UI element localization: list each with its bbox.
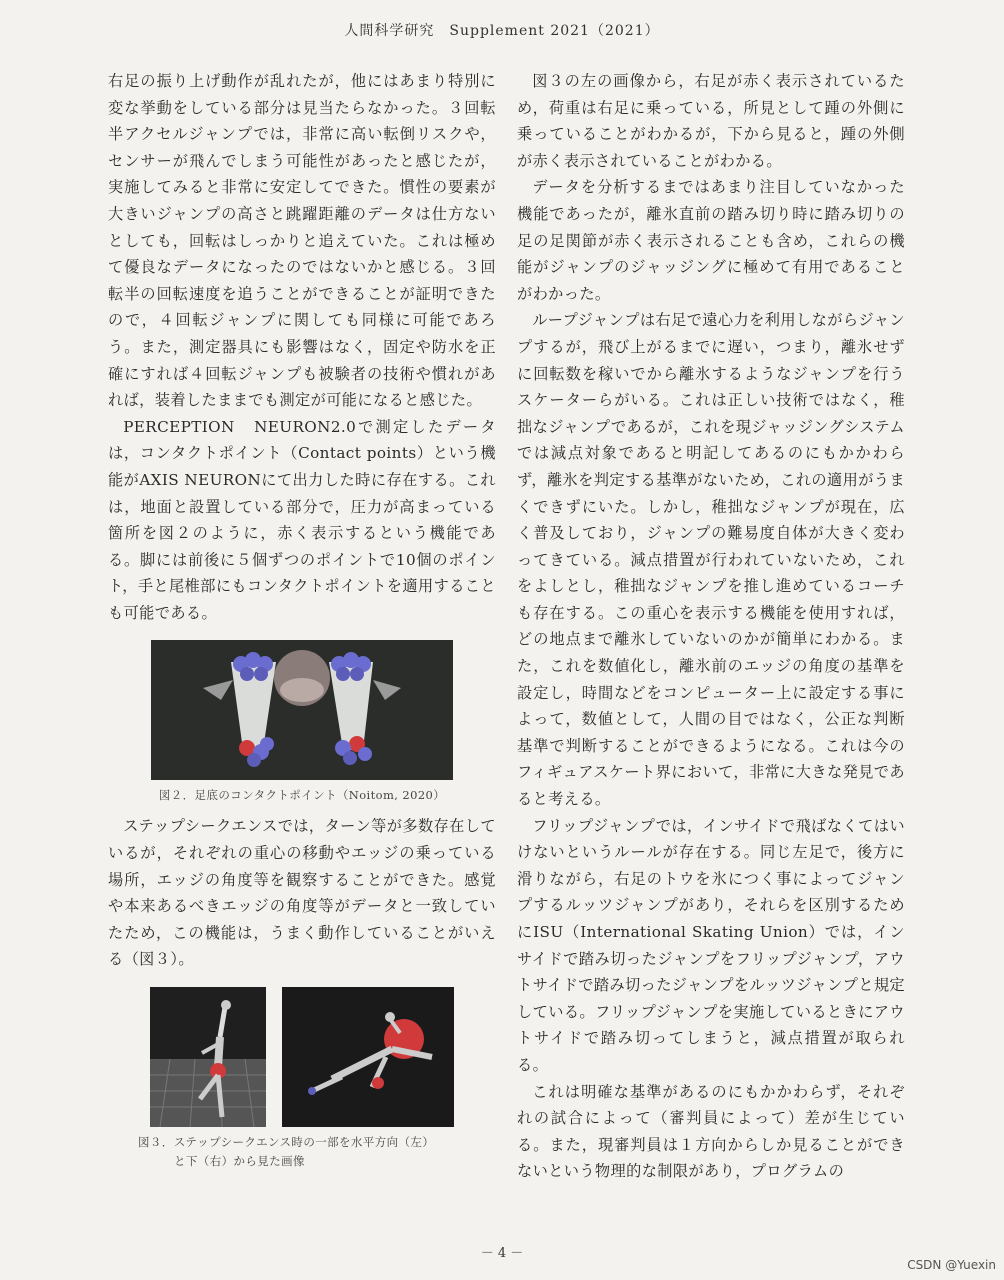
figure-3-caption [108, 1133, 496, 1171]
right-column [517, 68, 905, 1185]
paragraph: これは明確な基準があるのにもかかわらず，それぞれの試合によって（審判員によって）差が生じている。また，現審判員は１方向からしか見ることができないという物理的な制限があり，プログラムの [517, 1082, 905, 1181]
left-column [108, 68, 496, 1179]
paragraph: ステップシークエンスでは，ターン等が多数存在しているが，それぞれの重心の移動やエッジの乗っている場所，エッジの角度等を観察することができた。感覚や本来あるべきエッジの角度等がデータと一致していたため，この機能は，うまく動作していることがいえる（図３）。 [108, 817, 496, 969]
paragraph: 右足の振り上げ動作が乱れたが，他にはあまり特別に変な挙動をしている部分は見当たらなかった。３回転半アクセルジャンプでは，非常に高い転倒リスクや，センサーが飛んでしまう可能性があったと感じたが，実施してみると非常に安定してできた。慣性の要素が大きいジャンプの高さと跳躍距離のデータは仕方ないとしても，回転はしっかりと追えていた。これは極めて優良なデータになったのではないかと感じる。３回転半の回転速度を追うことができることが証明できたので，４回転ジャンプに関しても同様に可能であろう。また，測定器具にも影響はなく，固定や防水を正確にすれば４回転ジャンプも被験者の技術や慣れがあれば，装着したままでも測定が可能になると感じた。 [108, 72, 496, 410]
figure-2-image [151, 640, 453, 780]
watermark: CSDN @Yuexin [907, 1258, 996, 1272]
figure-3-caption-line2: と下（右）から見た画像 [174, 1154, 305, 1169]
paragraph: 図３の左の画像から，右足が赤く表示されているため，荷重は右足に乗っている，所見として踵の外側に乗っていることがわかるが，下から見ると，踵の外側が赤く表示されていることがわかる。 [517, 72, 905, 170]
page-number: － 4 － [480, 1246, 524, 1261]
paragraph: ループジャンプは右足で遠心力を利用しながらジャンプするが，飛び上がるまでに遅い，つまり，離氷せずに回転数を稼いでから離氷するようなジャンプを行うスケーターらがいる。これは正しい技術ではなく，稚拙なジャンプであるが，これを現ジャッジングシステムでは減点対象であると明記してあるのにもかかわらず，離氷を判定する基準がないため，これの適用がうまくできずにいた。しかし，稚拙なジャンプが現在，広く普及しており，ジャンプの難易度自体が大きく変わってきている。減点措置が行われていないため，これをよしとし，稚拙なジャンプを推し進めているコーチも存在する。この重心を表示する機能を使用すれば，どの地点まで離氷していないのかが簡単にわかる。また，これを数値化し，離氷前のエッジの角度の基準を設定し，時間などをコンピューター上に設定する事によって，数値として，人間の目ではなく，公正な判断基準で判断することができるようになる。これは今のフィギュアスケート界において，非常に大きな発見であると考える。 [517, 311, 905, 809]
figure-2-caption: 図２．足底のコンタクトポイント（Noitom, 2020） [158, 788, 446, 803]
figure-3-left-image [150, 987, 266, 1127]
paragraph: フリップジャンプでは，インサイドで飛ばなくてはいけないというルールが存在する。同じ左足で，後方に滑りながら，右足のトウを氷につく事によってジャンプするルッツジャンプがあり，それらを区別するためにISU（International Skating Union）では，インサイドで踏み切ったジャンプをフリップジャンプ，アウトサイドで踏み切ったジャンプをルッツジャンプと規定している。フリップジャンプを実施しているときにアウトサイドで踏み切ってしまうと，減点措置が取られる。 [517, 816, 906, 1074]
figure-3-right-image [282, 987, 454, 1127]
figure-3-caption-line1: 図３．ステップシークエンス時の一部を水平方向（左） [138, 1135, 435, 1150]
paragraph: データを分析するまではあまり注目していなかった機能であったが，離氷直前の踏み切り時に踏み切りの足の足関節が赤く表示されることも含め，これらの機能がジャンプのジャッジングに極めて有用であることがわかった。 [517, 178, 905, 303]
figure-2 [108, 640, 496, 805]
figure-3 [108, 987, 496, 1171]
running-header: 人間科学研究 Supplement 2021（2021） [344, 23, 660, 39]
paragraph: PERCEPTION NEURON2.0で測定したデータは，コンタクトポイント（Contact points）という機能がAXIS NEURONにて出力した時に存在する。これは，地面と設置している部分で，圧力が高まっている箇所を図２のように，赤く表示するという機能である。脚には前後に５個ずつのポイントで10個のポイント，手と尾椎部にもコンタクトポイントを適用することも可能である。 [108, 417, 496, 622]
